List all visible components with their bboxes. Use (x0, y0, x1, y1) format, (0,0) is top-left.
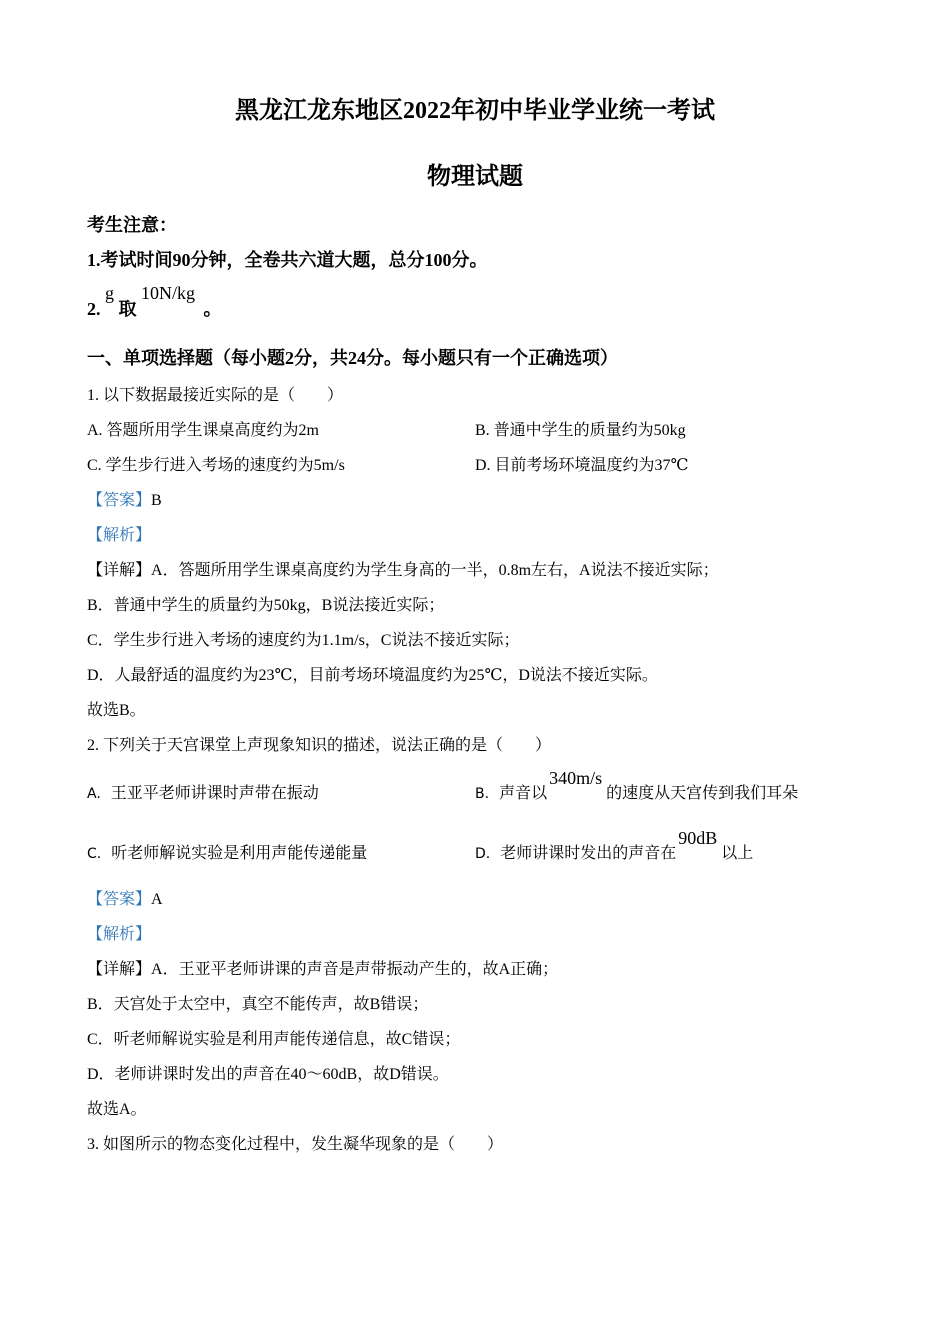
notice-g-symbol: g (105, 283, 114, 303)
q2-detail-2: B．天宫处于太空中，真空不能传声，故B错误； (87, 996, 429, 1013)
notice-item-2-prefix: 2. (87, 299, 101, 319)
q2-detail-4: D．老师讲课时发出的声音在40～60dB，故D错误。 (87, 1066, 449, 1083)
notice-item-2 (87, 283, 222, 321)
q2-option-d-value: 90dB (678, 828, 718, 848)
q2-option-a-text: 王亚平老师讲课时声带在振动 (110, 785, 319, 802)
q2-answer-tag: 【答案】 (87, 891, 152, 908)
notice-g-value: 10N/kg (141, 283, 195, 303)
q1-stem: 1. 以下数据最接近实际的是（ ） (87, 387, 344, 404)
q2-option-c-letter: C. (87, 846, 102, 862)
q2-option-c-text: 听老师解说实验是利用声能传递能量 (111, 845, 368, 862)
q2-option-d (475, 828, 754, 863)
section-heading: 一、单项选择题（每小题2分，共24分。每小题只有一个正确选项） (87, 348, 618, 368)
q1-option-b: B. 普通中学生的质量约为50kg (475, 422, 686, 439)
notice-end: 。 (203, 299, 222, 319)
q2-option-b-pre: 声音以 (499, 785, 548, 802)
q1-detail-3: C．学生步行进入考场的速度约为1.1m/s，C说法不接近实际； (87, 632, 520, 649)
q2-option-d-post: 以上 (721, 845, 754, 862)
q2-option-b-letter: B. (475, 786, 490, 802)
q2-option-b (475, 768, 799, 803)
notice-heading: 考生注意： (87, 215, 177, 235)
q2-option-a (87, 780, 319, 803)
notice-item-1: 1.考试时间90分钟，全卷共六道大题，总分100分。 (87, 250, 488, 270)
q2-option-b-value: 340m/s (549, 768, 603, 788)
q1-detail-2: B．普通中学生的质量约为50kg，B说法接近实际； (87, 597, 445, 614)
q1-detail-1 (87, 557, 719, 580)
q1-answer-value: B (151, 492, 162, 509)
q1-answer-tag: 【答案】 (87, 492, 152, 509)
q1-analysis-tag: 【解析】 (87, 527, 152, 544)
q2-option-a-letter: A. (87, 786, 101, 802)
q1-detail-4: D．人最舒适的温度约为23℃，目前考场环境温度约为25℃，D说法不接近实际。 (87, 667, 658, 684)
q2-answer (87, 886, 163, 909)
q1-option-d: D. 目前考场环境温度约为37℃ (475, 457, 689, 474)
notice-take: 取 (118, 299, 137, 319)
page-subtitle: 物理试题 (427, 164, 523, 190)
page-title: 黑龙江龙东地区2022年初中毕业学业统一考试 (235, 98, 715, 124)
q2-conclusion: 故选A。 (87, 1101, 147, 1118)
q2-option-d-letter: D. (475, 846, 491, 862)
q2-stem: 2. 下列关于天宫课堂上声现象知识的描述，说法正确的是（ ） (87, 737, 552, 754)
q1-detail-tag: 【详解】 (87, 562, 152, 579)
q2-option-c (87, 840, 367, 863)
q2-detail-tag: 【详解】 (87, 961, 152, 978)
q2-option-b-post: 的速度从天宫传到我们耳朵 (606, 785, 799, 802)
q2-detail-1-text: A．王亚平老师讲课的声音是声带振动产生的，故A正确； (151, 961, 559, 978)
q1-answer (87, 487, 162, 510)
q1-option-a: A. 答题所用学生课桌高度约为2m (87, 422, 320, 439)
q2-analysis-tag: 【解析】 (87, 926, 152, 943)
q3-stem: 3. 如图所示的物态变化过程中，发生凝华现象的是（ ） (87, 1136, 504, 1153)
q2-option-d-pre: 老师讲课时发出的声音在 (500, 845, 677, 862)
q1-option-c: C. 学生步行进入考场的速度约为5m/s (87, 457, 345, 474)
q2-answer-value: A (151, 891, 163, 908)
q1-conclusion: 故选B。 (87, 702, 146, 719)
q2-detail-1 (87, 956, 558, 979)
q2-detail-3: C．听老师解说实验是利用声能传递信息，故C错误； (87, 1031, 461, 1048)
q1-detail-1-text: A．答题所用学生课桌高度约为学生身高的一半，0.8m左右，A说法不接近实际； (151, 562, 719, 579)
